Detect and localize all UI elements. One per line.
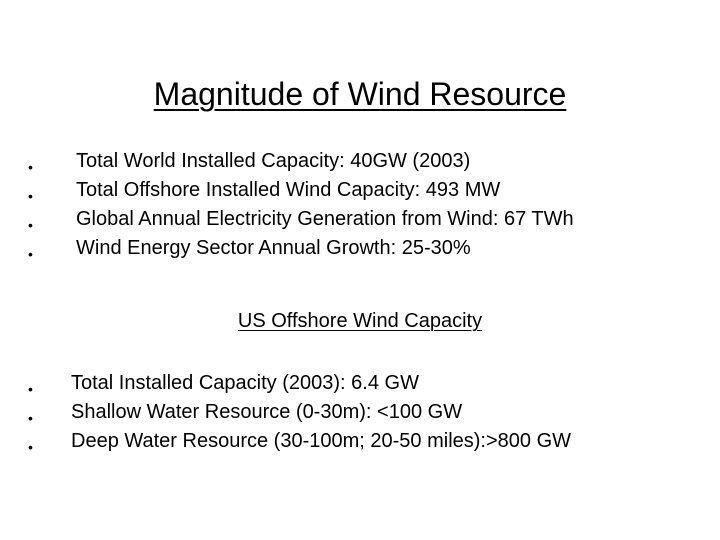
bullet-icon: • [28, 381, 33, 397]
list-item [28, 369, 571, 398]
list-item [28, 147, 574, 176]
list-item [28, 234, 574, 263]
list-item-text: Global Annual Electricity Generation from Wind: 67 TWh [76, 208, 574, 230]
list-item-text: Deep Water Resource (30-100m; 20-50 miles):>800 GW [71, 430, 572, 452]
bullet-icon: • [28, 188, 33, 204]
list-item-text: Total World Installed Capacity: 40GW (2003) [76, 150, 471, 172]
section-heading [0, 307, 720, 335]
list-item-text: Total Offshore Installed Wind Capacity: 493 MW [76, 179, 501, 201]
bullet-icon: • [28, 246, 33, 262]
list-item-text: Total Installed Capacity (2003): 6.4 GW [71, 372, 419, 394]
section-heading-text: US Offshore Wind Capacity [237, 310, 483, 332]
bullet-icon: • [28, 439, 33, 455]
list-item-text: Shallow Water Resource (0-30m): <100 GW [71, 401, 463, 423]
list-item-text: Wind Energy Sector Annual Growth: 25-30% [76, 237, 471, 259]
bullet-icon: • [28, 159, 33, 175]
world-stats-list [28, 147, 574, 263]
list-item [28, 427, 571, 456]
list-item [28, 205, 574, 234]
us-stats-list [28, 369, 571, 456]
slide-title-text: Magnitude of Wind Resource [153, 76, 567, 112]
bullet-icon: • [28, 217, 33, 233]
slide-title [0, 74, 720, 114]
bullet-icon: • [28, 410, 33, 426]
list-item [28, 398, 571, 427]
list-item [28, 176, 574, 205]
